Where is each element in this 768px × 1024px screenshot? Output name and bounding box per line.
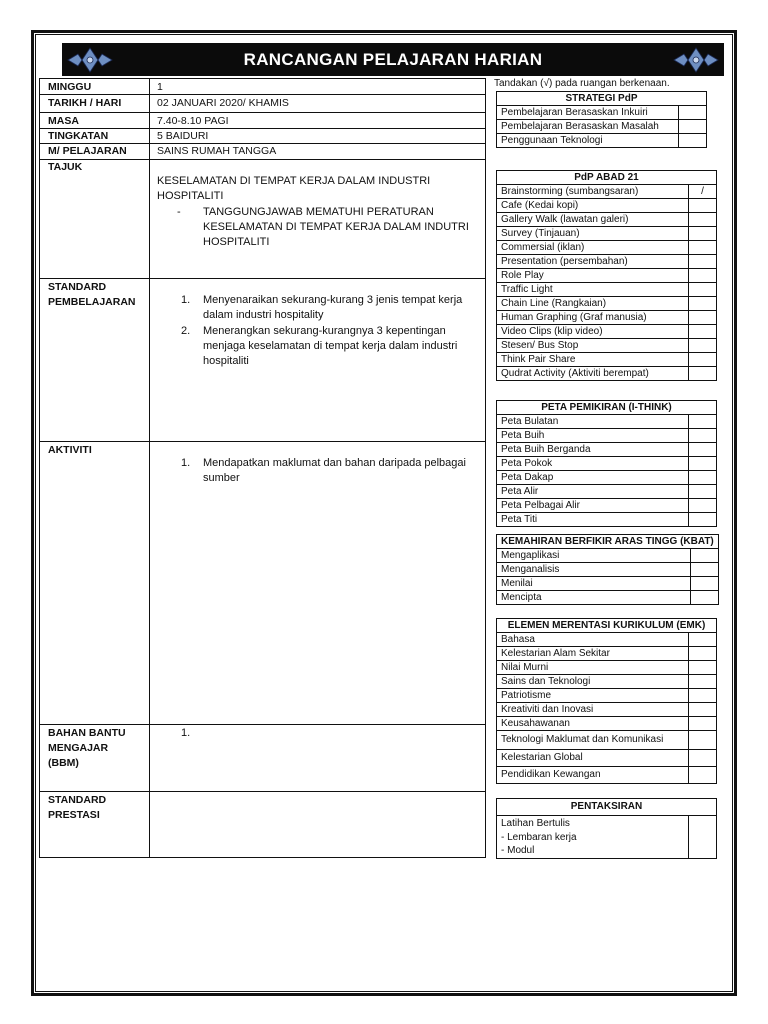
strategi-table [496,91,707,148]
ornament-icon [64,46,116,74]
table-row [497,689,717,703]
check-cell[interactable]: / [689,185,717,199]
pentaksiran-table [496,798,717,859]
option-label: Peta Alir [497,485,689,499]
list-text: Mendapatkan maklumat dan bahan daripada pelbagai sumber [203,457,466,484]
tajuk-sub-text: TANGGUNGJAWAB MEMATUHI PERATURAN KESELAMATAN DI TEMPAT KERJA DALAM INDUTRI HOSPITALITI [203,206,469,248]
check-cell[interactable] [689,513,717,527]
row-standard-prestasi [39,791,486,858]
table-row [497,513,717,527]
table-row [497,227,717,241]
list-text: Menyenaraikan sekurang-kurang 3 jenis tempat kerja dalam industri hospitality [203,294,463,321]
option-label: Keusahawanan [497,717,689,731]
emk-table [496,618,717,784]
row-minggu [39,78,486,95]
option-label: Pendidikan Kewangan [497,767,689,784]
table-row [497,703,717,717]
table-row [497,353,717,367]
label-bbm: BAHAN BANTU MENGAJAR (BBM) [40,724,150,791]
sp-list [157,293,478,369]
option-label: Peta Buih [497,429,689,443]
list-item [181,324,478,369]
option-label: Gallery Walk (lawatan galeri) [497,213,689,227]
option-label: Peta Buih Berganda [497,443,689,457]
table-row [497,367,717,381]
table-row [497,591,719,605]
label-tajuk: TAJUK [40,159,150,278]
option-label: Peta Titi [497,513,689,527]
row-bbm [39,724,486,792]
check-cell[interactable] [689,213,717,227]
option-label: Sains dan Teknologi [497,675,689,689]
check-cell[interactable] [689,703,717,717]
option-label: Video Clips (klip video) [497,325,689,339]
option-label: Cafe (Kedai kopi) [497,199,689,213]
pentaksiran-line: - Modul [501,845,535,856]
row-tingkatan [39,128,486,144]
tajuk-sub [157,205,478,250]
table-row [497,339,717,353]
list-num: 1. [181,457,191,469]
table-row [497,661,717,675]
option-label: Presentation (persembahan) [497,255,689,269]
value-tajuk[interactable] [150,159,485,278]
table-row [497,675,717,689]
table-row [497,199,717,213]
page-title: RANCANGAN PELAJARAN HARIAN [243,49,543,69]
ornament-icon [670,46,722,74]
table-row [497,255,717,269]
option-label: Survey (Tinjauan) [497,227,689,241]
option-label: Human Graphing (Graf manusia) [497,311,689,325]
label-tarikh: TARIKH / HARI [40,94,150,112]
check-cell[interactable] [689,661,717,675]
value-standard-prestasi[interactable] [150,791,485,857]
check-cell[interactable] [689,731,717,750]
ithink-table [496,400,717,527]
check-cell[interactable] [689,816,717,859]
option-label: Kreativiti dan Inovasi [497,703,689,717]
label-standard-prestasi: STANDARD PRESTASI [40,791,150,857]
table-row [497,241,717,255]
row-standard-pembelajaran [39,278,486,442]
value-standard-pembelajaran[interactable] [150,278,485,441]
option-label: Bahasa [497,633,689,647]
label-minggu: MINGGU [40,79,150,94]
check-cell[interactable] [690,591,718,605]
table-row [497,269,717,283]
row-pelajaran [39,143,486,160]
value-bbm[interactable] [150,724,485,791]
row-aktiviti [39,441,486,725]
table-row [497,549,719,563]
check-cell[interactable] [690,563,718,577]
check-cell[interactable] [689,199,717,213]
value-tingkatan[interactable]: 5 BAIDURI [157,130,209,142]
check-cell[interactable] [689,311,717,325]
check-cell[interactable] [689,717,717,731]
kbat-title: KEMAHIRAN BERFIKIR ARAS TINGG (KBAT) [497,535,719,549]
check-cell[interactable] [689,443,717,457]
check-cell[interactable] [689,283,717,297]
table-row [497,633,717,647]
option-label: Kelestarian Alam Sekitar [497,647,689,661]
option-label: Penggunaan Teknologi [497,134,679,148]
table-row [497,767,717,784]
list-num: 1. [181,294,191,306]
option-label: Nilai Murni [497,661,689,675]
option-label: Peta Pelbagai Alir [497,499,689,513]
option-label: Qudrat Activity (Aktiviti berempat) [497,367,689,381]
table-row [497,577,719,591]
strategi-title: STRATEGI PdP [497,92,707,106]
option-label: Menganalisis [497,563,691,577]
check-cell[interactable] [690,549,718,563]
check-cell[interactable] [689,471,717,485]
option-label: Peta Bulatan [497,415,689,429]
table-row [497,283,717,297]
check-cell[interactable] [679,120,707,134]
table-row [497,485,717,499]
check-cell[interactable] [679,106,707,120]
aktiviti-list [157,456,478,486]
check-cell[interactable] [689,353,717,367]
check-cell[interactable] [689,457,717,471]
label-standard-pembelajaran: STANDARD PEMBELAJARAN [40,278,150,441]
check-cell[interactable] [689,241,717,255]
table-row [497,499,717,513]
table-row [497,213,717,227]
label-masa: MASA [40,112,150,128]
value-masa[interactable]: 7.40-8.10 PAGI [157,115,229,127]
option-label: Role Play [497,269,689,283]
table-row [497,120,707,134]
table-row [497,731,717,750]
table-row [497,443,717,457]
option-label: Kelestarian Global [497,750,689,767]
row-masa [39,112,486,129]
option-label: Commersial (iklan) [497,241,689,255]
table-row [497,415,717,429]
check-cell[interactable] [689,689,717,703]
table-row [497,563,719,577]
pentaksiran-line: Latihan Bertulis [501,818,570,829]
label-tingkatan: TINGKATAN [40,128,150,143]
list-item [181,456,478,486]
table-row [497,647,717,661]
option-label: Mencipta [497,591,691,605]
check-cell[interactable] [689,429,717,443]
list-num: 1. [181,727,191,739]
row-tajuk [39,159,486,279]
option-label: Think Pair Share [497,353,689,367]
check-cell[interactable] [689,767,717,784]
check-cell[interactable] [689,750,717,767]
table-row [497,471,717,485]
ithink-title: PETA PEMIKIRAN (I-THINK) [497,401,717,415]
value-tarikh[interactable]: 02 JANUARI 2020/ KHAMIS [157,97,289,109]
table-row [497,325,717,339]
check-cell[interactable] [689,415,717,429]
option-label: Brainstorming (sumbangsaran) [497,185,689,199]
check-cell[interactable] [690,577,718,591]
row-tarikh [39,94,486,113]
option-label: Pembelajaran Berasaskan Masalah [497,120,679,134]
label-pelajaran: M/ PELAJARAN [40,143,150,159]
check-cell[interactable] [679,134,707,148]
option-label: Mengaplikasi [497,549,691,563]
value-minggu[interactable]: 1 [157,81,163,93]
option-label: Peta Dakap [497,471,689,485]
option-label: Menilai [497,577,691,591]
table-row [497,311,717,325]
table-row [497,429,717,443]
option-label: Pembelajaran Berasaskan Inkuiri [497,106,679,120]
table-row [497,185,717,199]
option-label: Peta Pokok [497,457,689,471]
check-cell[interactable] [689,647,717,661]
check-cell[interactable] [689,325,717,339]
tajuk-sub-bullet: - [177,206,181,218]
pentaksiran-lines [497,816,689,859]
kbat-table [496,534,719,605]
table-row [497,750,717,767]
check-cell[interactable] [689,633,717,647]
check-cell[interactable] [689,339,717,353]
check-cell[interactable] [689,255,717,269]
list-item [181,726,478,741]
pentaksiran-line: - Lembaran kerja [501,831,577,843]
check-cell[interactable] [689,269,717,283]
abad21-title: PdP ABAD 21 [497,171,717,185]
option-label: Chain Line (Rangkaian) [497,297,689,311]
check-cell[interactable] [689,227,717,241]
check-cell[interactable] [689,499,717,513]
option-label: Traffic Light [497,283,689,297]
option-label: Stesen/ Bus Stop [497,339,689,353]
option-label: Teknologi Maklumat dan Komunikasi [497,731,689,750]
list-text: Menerangkan sekurang-kurangnya 3 kepentingan menjaga keselamatan di tempat kerja dalam industri hospitaliti [203,325,458,367]
tajuk-main: KESELAMATAN DI TEMPAT KERJA DALAM INDUSTRI HOSPITALITI [157,175,431,202]
pentaksiran-title: PENTAKSIRAN [497,799,717,816]
value-aktiviti[interactable] [150,441,485,724]
table-row [497,816,717,859]
option-label: Patriotisme [497,689,689,703]
bbm-list [157,726,478,741]
emk-title: ELEMEN MERENTASI KURIKULUM (EMK) [497,619,717,633]
value-pelajaran[interactable]: SAINS RUMAH TANGGA [157,145,277,157]
table-row [497,457,717,471]
table-row [497,717,717,731]
label-aktiviti: AKTIVITI [40,441,150,724]
check-cell[interactable] [689,485,717,499]
abad21-table [496,170,717,381]
check-cell[interactable] [689,297,717,311]
table-row [497,106,707,120]
instruction-note: Tandakan (√) pada ruangan berkenaan. [494,78,670,89]
title-bar [62,43,724,76]
check-cell[interactable] [689,367,717,381]
list-item [181,293,478,323]
table-row [497,297,717,311]
check-cell[interactable] [689,675,717,689]
list-num: 2. [181,325,191,337]
table-row [497,134,707,148]
